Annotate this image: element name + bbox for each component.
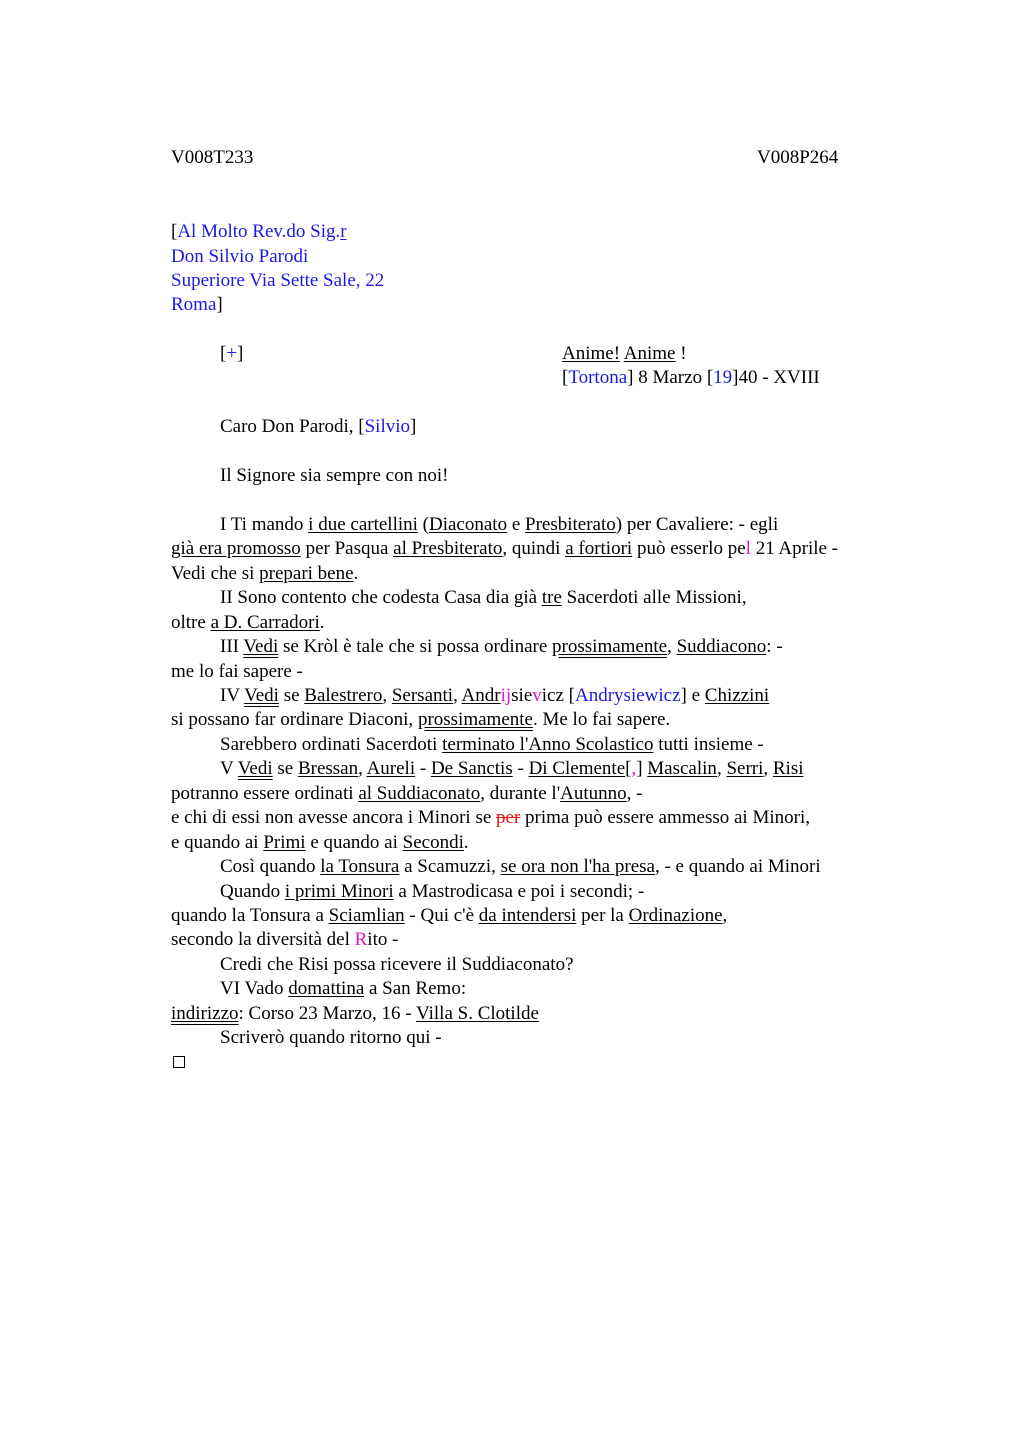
body-line: secondo la diversità del Rito -: [171, 929, 399, 950]
body-line: Vedi che si prepari bene.: [171, 563, 359, 584]
body-line: si possano far ordinare Diaconi, prossimamente. Me lo fai sapere.: [171, 709, 671, 730]
address-line-4: Roma]: [171, 294, 223, 315]
body-line: già era promosso per Pasqua al Presbiterato, quindi a fortiori può esserlo pel 21 Aprile -: [171, 538, 839, 559]
body-line: me lo fai sapere -: [171, 661, 303, 682]
body-line: III Vedi se Kròl è tale che si possa ordinare prossimamente, Suddiacono: -: [220, 636, 783, 657]
header-left-code: V008T233: [171, 147, 254, 168]
body-line: I Ti mando i due cartellini (Diaconato e Presbiterato) per Cavaliere: - egli: [220, 514, 779, 535]
body-line: Credi che Risi possa ricevere il Suddiaconato?: [220, 954, 574, 975]
letter-date: [Tortona] 8 Marzo [19]40 - XVIII: [562, 367, 820, 388]
body-line: V Vedi se Bressan, Aureli - De Sanctis - Di Clemente[,] Mascalin, Serri, Risi: [220, 758, 804, 779]
body-line: IV Vedi se Balestrero, Sersanti, Andrijsievicz [Andrysiewicz] e Chizzini: [220, 685, 770, 706]
body-line: potranno essere ordinati al Suddiaconato, durante l'Autunno, -: [171, 783, 643, 804]
cross-mark: [+]: [220, 343, 244, 364]
address-line-2: Don Silvio Parodi: [171, 246, 309, 267]
body-line: quando la Tonsura a Sciamlian - Qui c'è da intendersi per la Ordinazione,: [171, 905, 728, 926]
body-line: Sarebbero ordinati Sacerdoti terminato l'Anno Scolastico tutti insieme -: [220, 734, 764, 755]
greeting: Il Signore sia sempre con noi!: [220, 465, 449, 486]
body-line: II Sono contento che codesta Casa dia già tre Sacerdoti alle Missioni,: [220, 587, 747, 608]
address-line-3: Superiore Via Sette Sale, 22: [171, 270, 385, 291]
body-line: e quando ai Primi e quando ai Secondi.: [171, 832, 469, 853]
body-line: e chi di essi non avesse ancora i Minori se per prima può essere ammesso ai Minori,: [171, 807, 810, 828]
salutation: Caro Don Parodi, [Silvio]: [220, 416, 417, 437]
body-line: Quando i primi Minori a Mastrodicasa e poi i secondi; -: [220, 881, 645, 902]
body-line: VI Vado domattina a San Remo:: [220, 978, 467, 999]
body-line: Così quando la Tonsura a Scamuzzi, se ora non l'ha presa, - e quando ai Minori: [220, 856, 821, 877]
body-line: oltre a D. Carradori.: [171, 612, 325, 633]
header-right-code: V008P264: [757, 147, 839, 168]
body-line: indirizzo: Corso 23 Marzo, 16 - Villa S. Clotilde: [171, 1003, 539, 1024]
body-line: Scriverò quando ritorno qui -: [220, 1027, 442, 1048]
end-box-icon: [173, 1056, 185, 1068]
address-line-1: [Al Molto Rev.do Sig.r: [171, 221, 347, 242]
heading-anime: Anime! Anime !: [562, 343, 687, 364]
